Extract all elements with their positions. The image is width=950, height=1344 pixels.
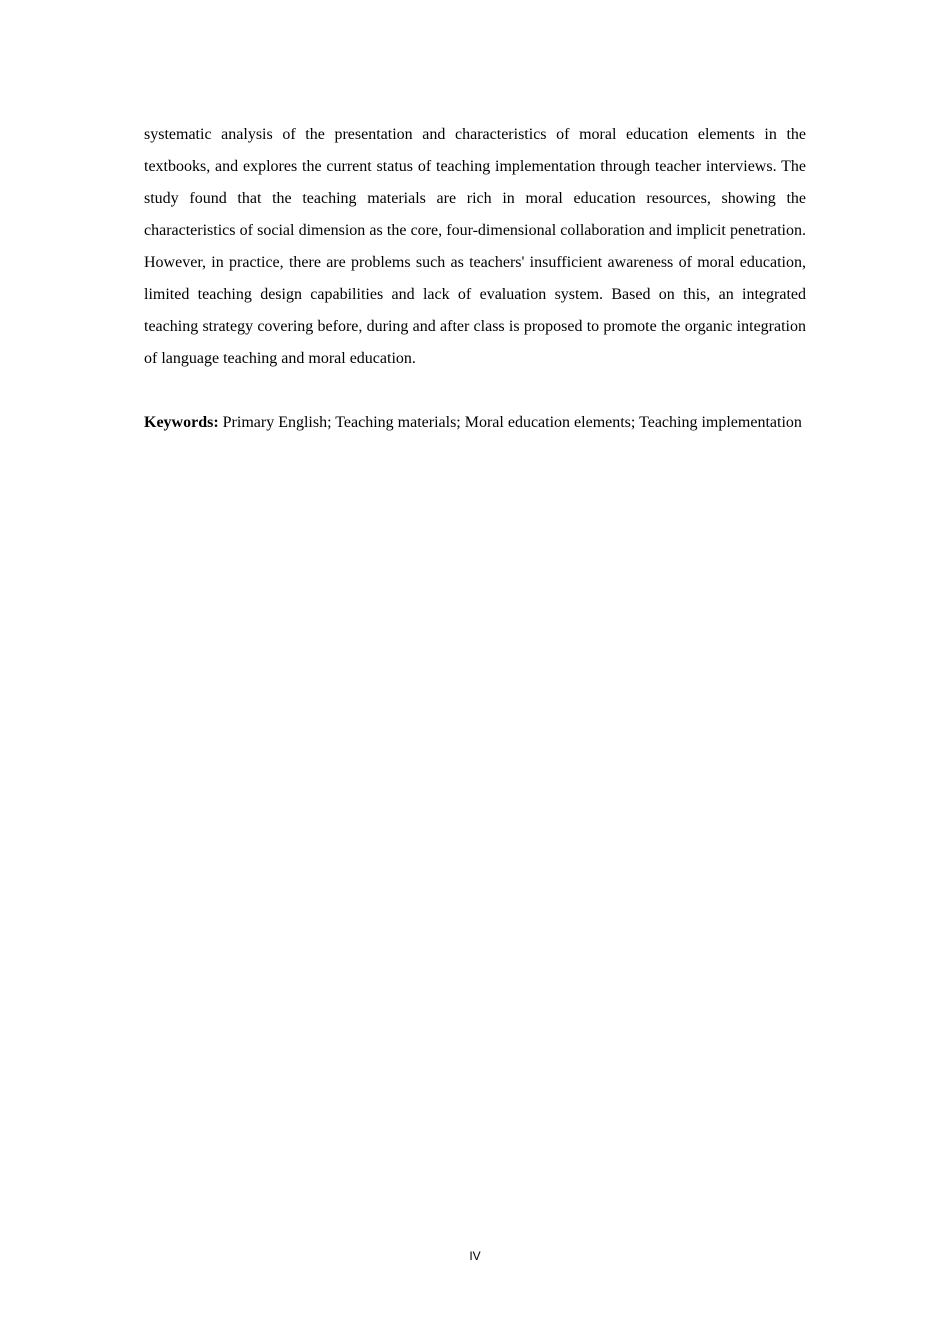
keywords-paragraph — [144, 407, 806, 439]
keywords-text: Primary English; Teaching materials; Moral education elements; Teaching implementation — [222, 414, 802, 431]
abstract-paragraph: systematic analysis of the presentation and characteristics of moral education elements in the textbooks, and explores the current status of teaching implementation through teacher interviews. The study found that the teaching materials are rich in moral education resources, showing the characteristics of social dimension as the core, four-dimensional collaboration and implicit penetration. However, in practice, there are problems such as teachers' insufficient awareness of moral education, limited teaching design capabilities and lack of evaluation system. Based on this, an integrated teaching strategy covering before, during and after class is proposed to promote the organic integration of language teaching and moral education. — [144, 126, 806, 367]
keywords-label: Keywords: — [144, 414, 219, 431]
page-number: IV — [469, 1249, 481, 1263]
abstract-body — [144, 119, 806, 439]
